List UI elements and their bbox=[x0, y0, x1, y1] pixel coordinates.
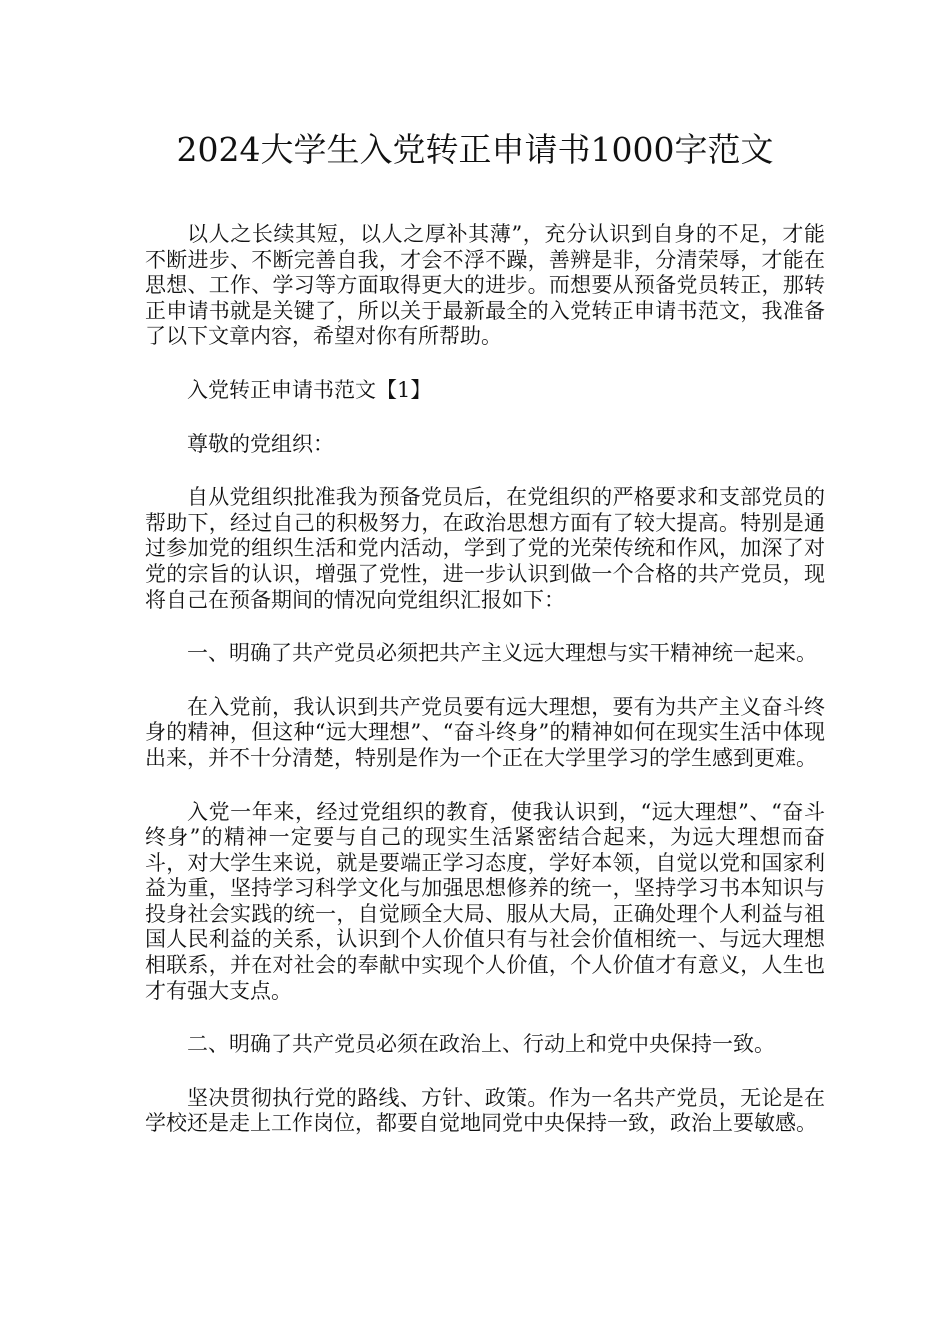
document-body bbox=[145, 222, 825, 1165]
body-paragraph: 入党一年来，经过党组织的教育，使我认识到，“远大理想”、“奋斗终身”的精神一定要与自己的现实生活紧密结合起来，为远大理想而奋斗，对大学生来说，就是要端正学习态度，学好本领，自觉以党和国家利益为重，坚持学习科学文化与加强思想修养的统一，坚持学习书本知识与投身社会实践的统一，自觉顾全大局、服从大局，正确处理个人利益与祖国人民利益的关系，认识到个人价值只有与社会价值相统一、与远大理想相联系，并在对社会的奉献中实现个人价值，个人价值才有意义，人生也才有强大支点。 bbox=[145, 799, 825, 1003]
body-paragraph: 坚决贯彻执行党的路线、方针、政策。作为一名共产党员，无论是在学校还是走上工作岗位，都要自觉地同党中央保持一致，政治上要敏感。 bbox=[145, 1085, 825, 1136]
salutation: 尊敬的党组织： bbox=[187, 431, 334, 456]
point-heading-1: 一、明确了共产党员必须把共产主义远大理想与实干精神统一起来。 bbox=[187, 641, 817, 666]
point-heading-2: 二、明确了共产党员必须在政治上、行动上和党中央保持一致。 bbox=[187, 1032, 775, 1057]
intro-paragraph: 以人之长续其短，以人之厚补其薄”，充分认识到自身的不足，才能不断进步、不断完善自我，才会不浮不躁，善辨是非，分清荣辱，才能在思想、工作、学习等方面取得更大的进步。而想要从预备党员转正，那转正申请书就是关键了，所以关于最新最全的入党转正申请书范文，我准备了以下文章内容，希望对你有所帮助。 bbox=[145, 222, 825, 349]
document-title: 2024大学生入党转正申请书1000字范文 bbox=[176, 130, 774, 169]
body-paragraph: 在入党前，我认识到共产党员要有远大理想，要有为共产主义奋斗终身的精神，但这种“远大理想”、“奋斗终身”的精神如何在现实生活中体现出来，并不十分清楚，特别是作为一个正在大学里学习的学生感到更难。 bbox=[145, 694, 825, 770]
body-paragraph: 自从党组织批准我为预备党员后，在党组织的严格要求和支部党员的帮助下，经过自己的积极努力，在政治思想方面有了较大提高。特别是通过参加党的组织生活和党内活动，学到了党的光荣传统和作风，加深了对党的宗旨的认识，增强了党性，进一步认识到做一个合格的共产党员，现将自己在预备期间的情况向党组织汇报如下： bbox=[145, 485, 825, 612]
section-heading: 入党转正申请书范文【1】 bbox=[187, 377, 432, 402]
